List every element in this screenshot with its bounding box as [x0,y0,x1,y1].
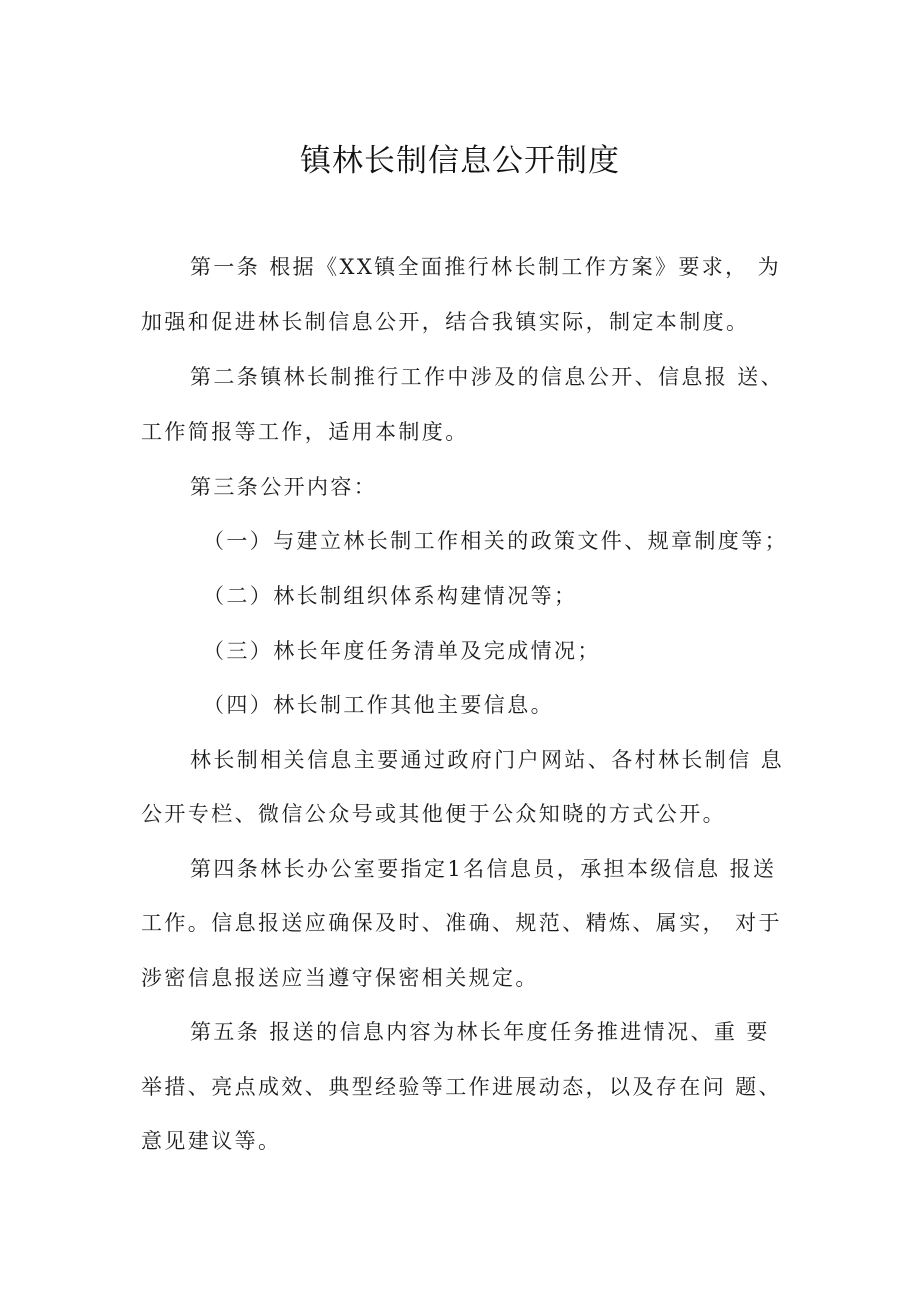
list-item: （一）与建立林长制工作相关的政策文件、规章制度等； [203,529,788,553]
paragraph-line: 加强和促进林长制信息公开，结合我镇实际，制定本制度。 [141,310,750,334]
document-title: 镇林长制信息公开制度 [300,143,620,179]
list-item: （二）林长制组织体系构建情况等； [203,584,578,608]
paragraph-line: 工作简报等工作，适用本制度。 [141,420,469,444]
list-item: （三）林长年度任务清单及完成情况； [203,639,601,663]
paragraph-line: 工作。信息报送应确保及时、准确、规范、精炼、属实， 对于 [141,911,782,935]
list-item: （四）林长制工作其他主要信息。 [203,693,554,717]
paragraph-line: 公开专栏、微信公众号或其他便于公众知晓的方式公开。 [141,802,726,826]
paragraph-line: 第四条林长办公室要指定1名信息员，承担本级信息 报送 [190,857,777,881]
paragraph-line: 林长制相关信息主要通过政府门户网站、各村林长制信 息 [190,748,785,772]
paragraph-line: 涉密信息报送应当遵守保密相关规定。 [141,966,539,990]
paragraph-line: 意见建议等。 [141,1129,282,1153]
paragraph-line: 举措、亮点成效、典型经验等工作进展动态，以及存在问 题、 [141,1075,782,1099]
paragraph-line: 第一条 根据《XX镇全面推行林长制工作方案》要求， 为 [190,255,782,279]
paragraph-line: 第五条 报送的信息内容为林长年度任务推进情况、重 要 [190,1020,770,1044]
paragraph-line: 第二条镇林长制推行工作中涉及的信息公开、信息报 送、 [190,365,785,389]
paragraph-line: 第三条公开内容： [190,475,378,499]
